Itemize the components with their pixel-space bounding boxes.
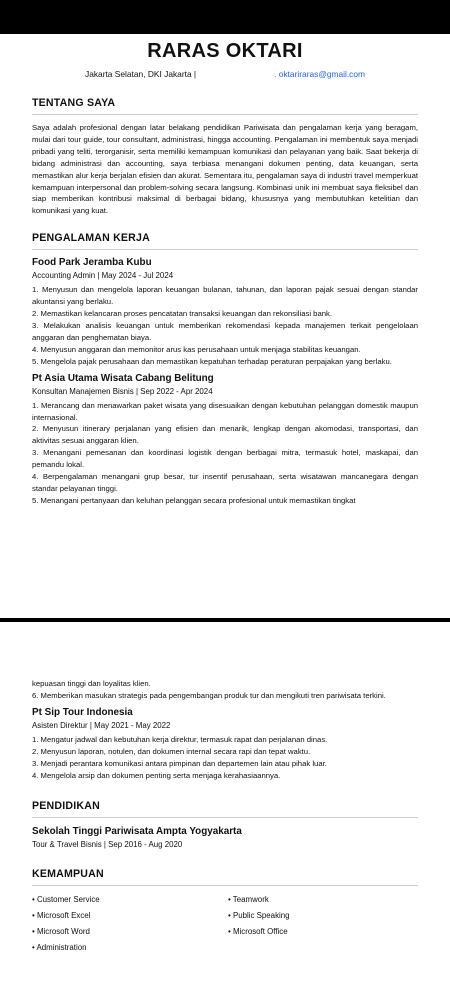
job-entry [32, 707, 418, 782]
experience-section [32, 232, 418, 507]
duty-item: 5. Mengelola pajak perusahaan dan memastikan kepatuhan terhadap peraturan perpajakan yang berlaku. [32, 356, 392, 366]
job-company: Food Park Jeramba Kubu [32, 257, 152, 269]
about-section [32, 97, 418, 217]
education-detail: Tour & Travel Bisnis | Sep 2016 - Aug 2020 [32, 840, 183, 850]
job-role: Konsultan Manajemen Bisnis | Sep 2022 - Apr 2024 [32, 386, 213, 396]
school-name: Sekolah Tinggi Pariwisata Ampta Yogyakarta [32, 826, 242, 838]
job-role: Accounting Admin | May 2024 - Jul 2024 [32, 271, 174, 281]
skill-item: • Microsoft Office [228, 927, 288, 937]
duty-item: 3. Menangani pemesanan dan koordinasi logistik dengan berbagai mitra, termasuk hotel, maskapai, dan pemandu lokal. [32, 448, 418, 470]
skill-item: • Microsoft Excel [32, 911, 91, 921]
skill-item: • Teamwork [228, 895, 269, 905]
job-company: Pt Sip Tour Indonesia [32, 706, 133, 718]
section-title-about: TENTANG SAYA [32, 97, 116, 109]
duty-item: 4. Mengelola arsip dan dokumen penting serta menjaga kerahasiaannya. [32, 770, 281, 780]
job-company: Pt Asia Utama Wisata Cabang Belitung [32, 372, 214, 384]
section-title-skills: KEMAMPUAN [32, 868, 104, 881]
section-title-experience: PENGALAMAN KERJA [32, 232, 150, 245]
duty-item: 1. Menyusun dan mengelola laporan keuangan bulanan, tahunan, dan laporan pajak sesuai dengan standar akuntansi yang berlaku. [32, 285, 418, 307]
section-divider [32, 249, 418, 250]
section-divider [32, 114, 418, 115]
top-bar [0, 0, 450, 34]
duty-item: 3. Melakukan analisis keuangan untuk memberikan rekomendasi kepada manajemen terkait pengelolaan anggaran dan penghematan biaya. [32, 320, 418, 342]
contact-line [32, 68, 418, 80]
duty-item: 1. Merancang dan menawarkan paket wisata yang disesuaikan dengan kebutuhan pelanggan domestik maupun internasional. [32, 400, 418, 422]
duty-item: 2. Memastikan kelancaran proses pencatatan transaksi keuangan dan rekonsiliasi bank. [32, 309, 332, 319]
job-duties-continued [32, 678, 418, 702]
job-duties [32, 734, 418, 782]
education-section [32, 800, 418, 850]
candidate-name: RARAS OKTARI [147, 40, 303, 62]
about-paragraph: Saya adalah profesional dengan latar belakang pendidikan Pariwisata dan pengalaman kerja yang beragam, mulai dari tour guide, tour consultant, administrasi, hingga accounting. Pengalaman ini membentuk saya menjadi pribadi yang teliti, terorganisir, serta memiliki kemampuan komunikasi dan pelayanan yang baik. Saat bekerja di bidang administrasi dan accounting, saya terbiasa menangani dokumen penting, data keuangan, serta memastikan alur kerja berjalan efisien dan akurat. Sementara itu, pengalaman saya di industri travel memperkuat kemampuan interpersonal dan problem-solving secara langsung. Kombinasi unik ini membuat saya fleksibel dan siap memberikan kontribusi maksimal di berbagai bidang, khususnya yang membutuhkan ketelitian dan komunikasi yang kuat. [32, 123, 418, 216]
location-text: Jakarta Selatan, DKI Jakarta | [85, 69, 197, 79]
duty-item: 2. Menyusun itinerary perjalanan yang efisien dan menarik, lengkap dengan akomodasi, transportasi, dan aktivitas sesuai anggaran klien. [32, 424, 418, 446]
duty-item: 4. Berpengalaman menangani grup besar, tur insentif perusahaan, serta wisatawan mancanegara dengan standar pelayanan tinggi. [32, 472, 418, 493]
resume-page-1 [0, 34, 450, 618]
duty-item: 2. Menyusun laporan, notulen, dan dokumen internal secara rapi dan tepat waktu. [32, 746, 311, 756]
duty-item: 5. Menangani pertanyaan dan keluhan pelanggan secara profesional untuk memastikan tingkat [32, 495, 356, 505]
duty-item: 6. Memberikan masukan strategis pada pengembangan produk tur dan mengikuti tren pariwisata terkini. [32, 690, 386, 700]
resume-page-2 [0, 622, 450, 1000]
skills-list [32, 894, 418, 953]
duty-item: 3. Menjadi perantara komunikasi antara pimpinan dan departemen lain atau pihak luar. [32, 758, 327, 768]
skill-item: • Microsoft Word [32, 927, 90, 937]
skill-item: • Administration [32, 943, 87, 953]
skills-section [32, 868, 418, 953]
duty-item: kepuasan tinggi dan loyalitas klien. [32, 679, 151, 688]
duty-item: 1. Mengatur jadwal dan kebutuhan kerja direktur, termasuk rapat dan perjalanan dinas. [32, 734, 328, 744]
skill-item: • Public Speaking [228, 911, 290, 921]
section-divider [32, 885, 418, 886]
job-entry [32, 373, 418, 507]
section-divider [32, 817, 418, 818]
job-duties [32, 284, 418, 367]
job-role: Asisten Direktur | May 2021 - May 2022 [32, 720, 171, 730]
duty-item: 4. Menyusun anggaran dan memonitor arus kas perusahaan untuk menjaga stabilitas keuangan. [32, 344, 361, 354]
email-link[interactable]: . oktariraras@gmail.com [274, 69, 365, 79]
section-title-education: PENDIDIKAN [32, 800, 100, 813]
skill-item: • Customer Service [32, 895, 100, 905]
job-duties [32, 400, 418, 507]
job-entry [32, 257, 418, 367]
